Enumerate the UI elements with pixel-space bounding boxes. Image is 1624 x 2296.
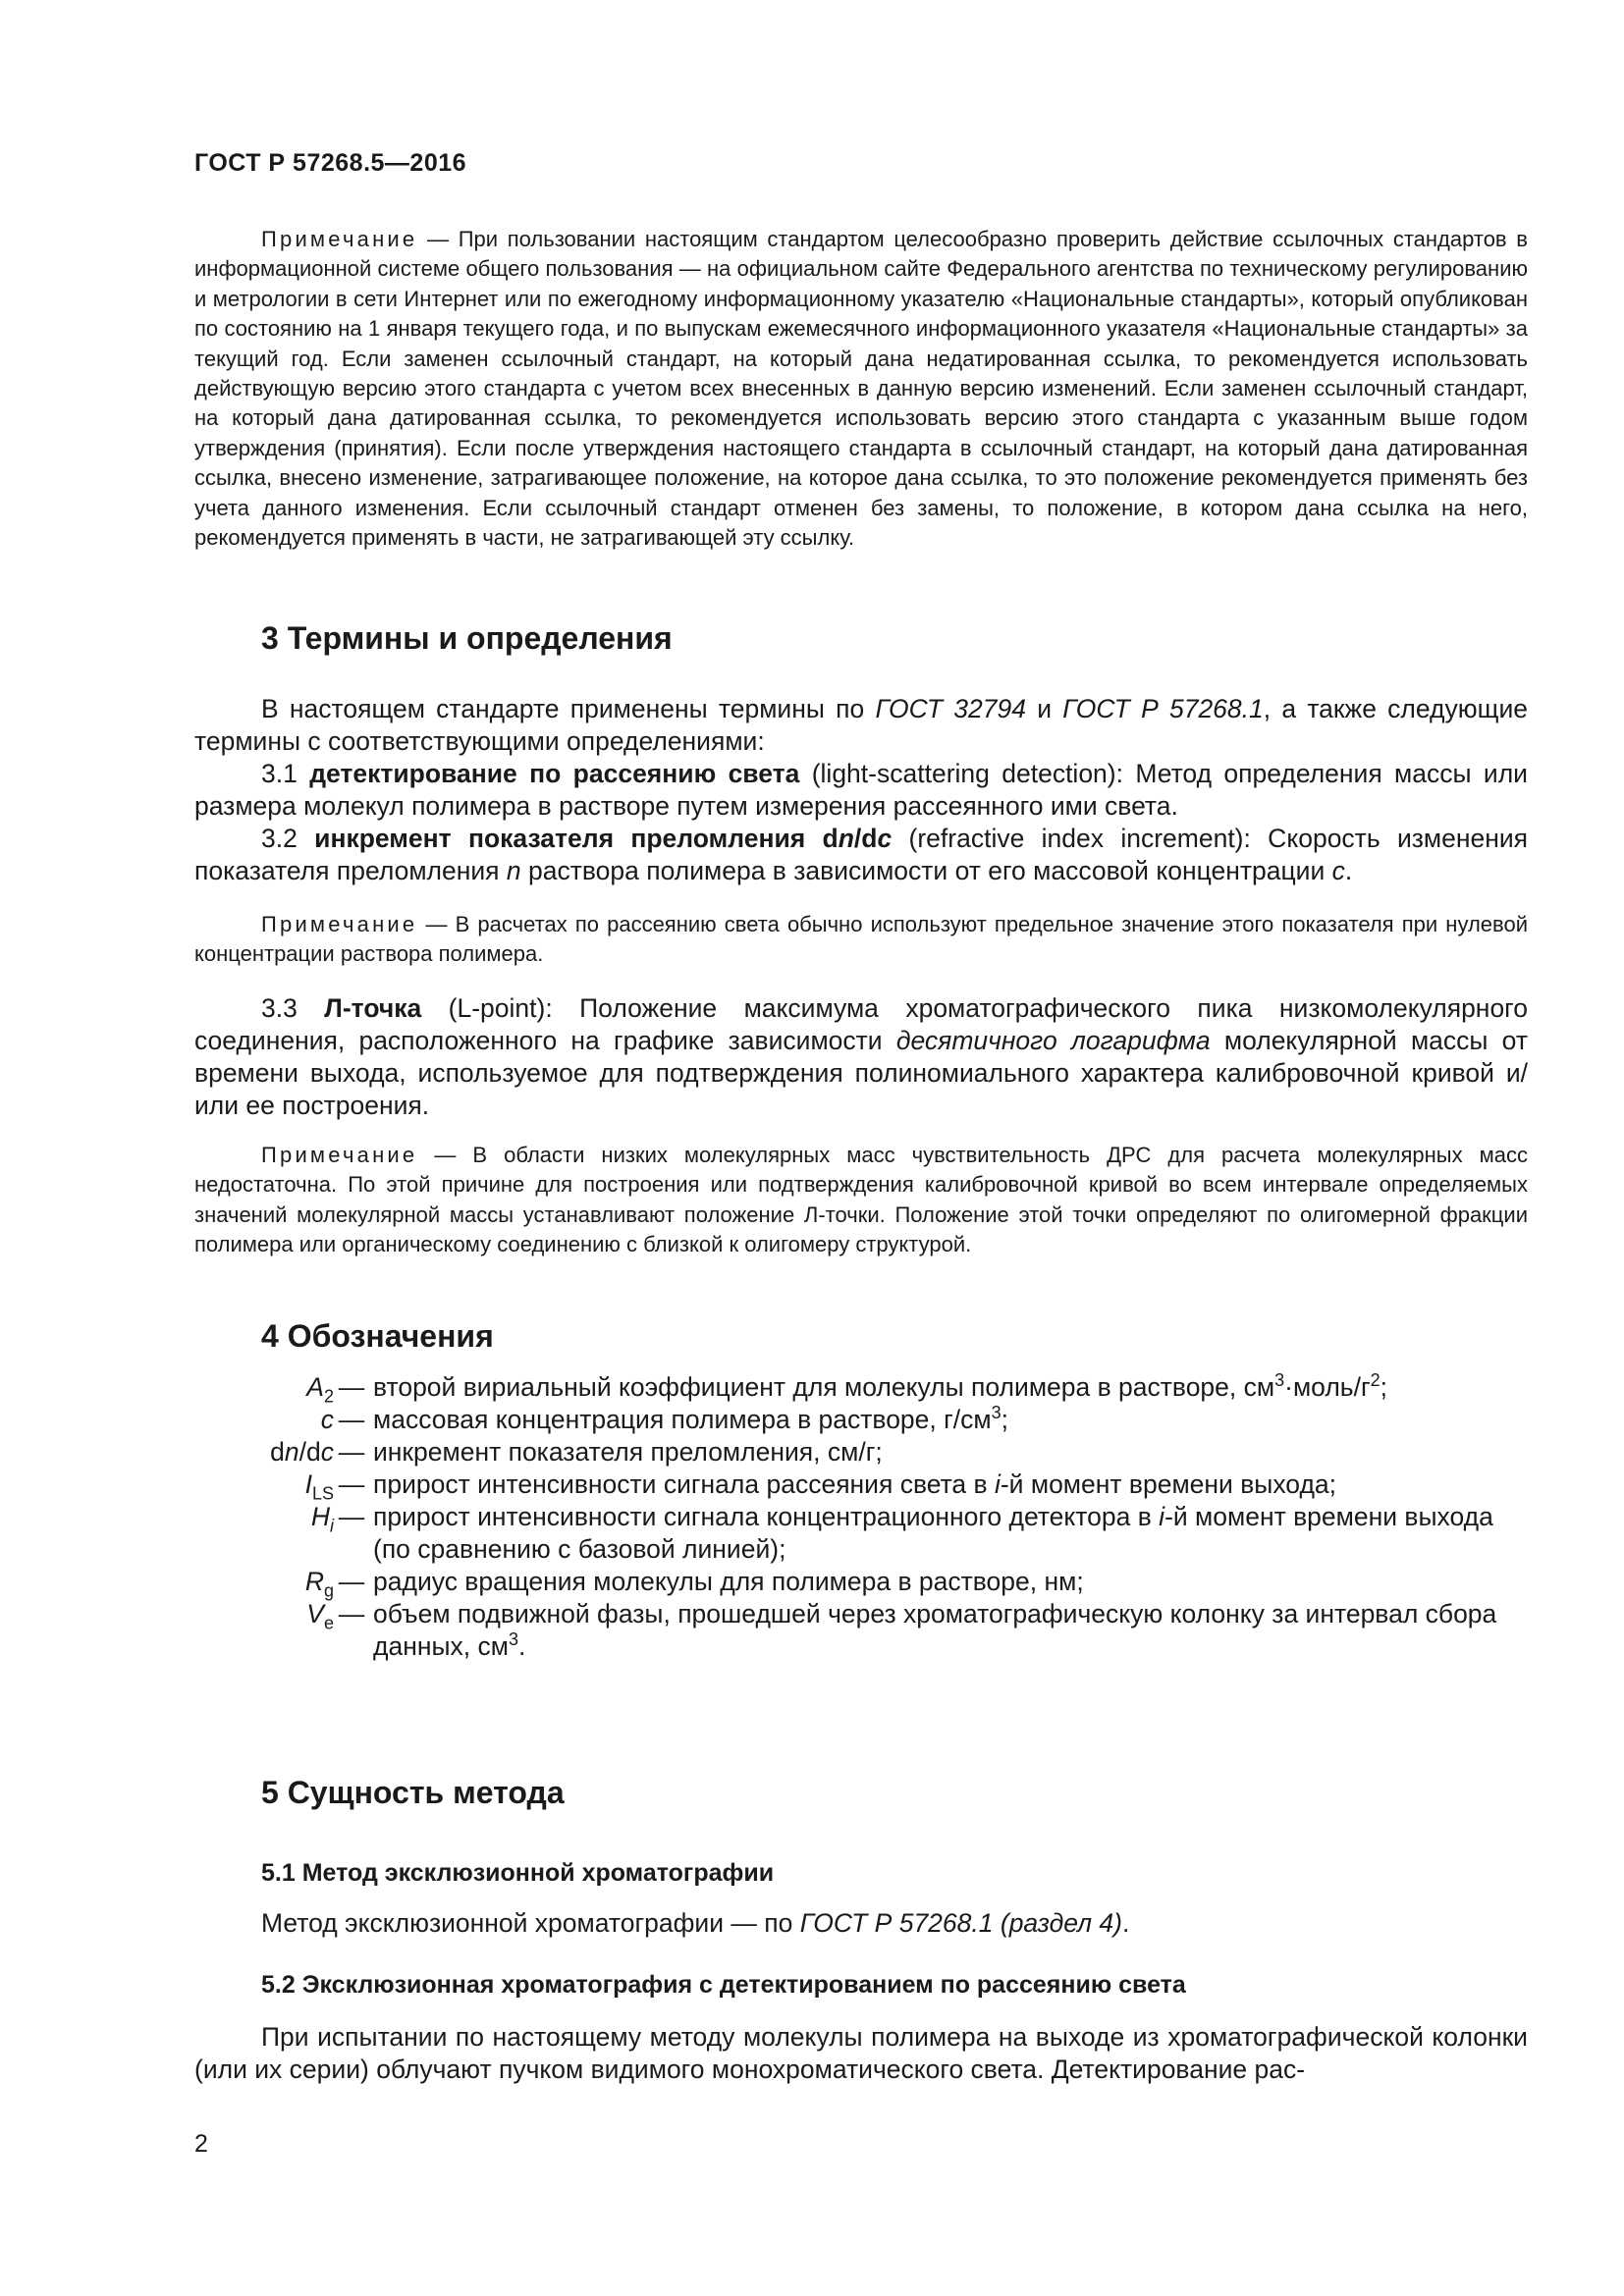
note-references [194, 225, 1528, 553]
intro-text: В настоящем стандарте применены термины по [261, 694, 876, 723]
symbol-row: c — массовая концентрация полимера в растворе, $г/см^3$; [194, 1404, 1528, 1436]
note-l-point [194, 1141, 1528, 1260]
note-label: Примечание [261, 227, 418, 251]
ref-gost-57268-1: ГОСТ Р 57268.1 [1062, 694, 1264, 723]
term-number: 3.3 [261, 993, 325, 1023]
symbol-row: $I_{LS}$ — прирост интенсивности сигнала рассеяния света в i-й момент времени выхода; [194, 1468, 1528, 1501]
symbol-row: $H_i$ — прирост интенсивности сигнала концентрационного детектора в i-й момент времени выхода (по сравнению с базовой линией); [194, 1501, 1528, 1566]
term-name: инкремент показателя преломления dn/dc [314, 824, 893, 853]
term-name: Л-точка [324, 993, 422, 1023]
section-3-title: 3 Термины и определения [261, 620, 673, 656]
symbol-description: прирост интенсивности сигнала концентрационного детектора в i-й момент времени выхода (по сравнению с базовой линией); [373, 1502, 1493, 1564]
symbol: $H_i$ [310, 1502, 334, 1536]
ref-gost-32794: ГОСТ 32794 [875, 694, 1026, 723]
symbol-description: радиус вращения молекулы для полимера в растворе, нм; [373, 1567, 1084, 1596]
term-definition: раствора полимера в зависимости от его массовой концентрации [520, 856, 1332, 885]
intro-text: и [1025, 694, 1063, 723]
term-definition: (L-point): Положение максимума хроматографического пика низкомолекулярного соединения, расположенного на графике зависимости [194, 993, 1529, 1055]
ref-gost-57268-1-section-4: ГОСТ Р 57268.1 (раздел 4) [799, 1908, 1122, 1938]
term-number: 3.2 [261, 824, 315, 853]
subsection-5-1-text: Метод эксклюзионной хроматографии — по ГОСТ Р 57268.1 (раздел 4). [261, 1908, 1130, 1938]
note-text: — При пользовании настоящим стандартом целесообразно проверить действие ссылочных стандартов в информационной системе общего пользования — на официальном сайте Федерального агентства по техническому регулированию и метрологии в сети Интернет или по ежегодному информационному указателю «Национальные стандарты», который опубликован по состоянию на 1 января текущего года, и по выпускам ежемесячного информационного указателя «Национальные стандарты» за текущий год. Если заменен ссылочный стандарт, на который дана недатированная ссылка, то рекомендуется использовать действующую версию этого стандарта с учетом всех внесенных в данную версию изменений. Если заменен ссылочный стандарт, на который дана датированная ссылка, то рекомендуется использовать версию этого стандарта с указанным выше годом утверждения (принятия). Если после утверждения настоящего стандарта в ссылочный стандарт, на который дана датированная ссылка, внесено изменение, затрагивающее положение, на которое дана ссылка, то это положение рекомендуется применять без учета данного изменения. Если ссылочный стандарт отменен без замены, то положение, в котором дана ссылка на него, рекомендуется применять в части, не затрагивающей эту ссылку. [194, 227, 1528, 551]
variable: c [1331, 856, 1345, 885]
symbol: $R_g$ [304, 1567, 334, 1601]
note-text: — В расчетах по рассеянию света обычно используют предельное значение этого показателя при нулевой концентрации раствора полимера. [194, 912, 1528, 967]
symbol-description: второй вириальный коэффициент для молекулы полимера в растворе, $см^3\cdot моль/г^2$; [373, 1370, 1388, 1402]
symbol: $I_{LS}$ [304, 1469, 334, 1504]
symbol: $A_2$ [306, 1372, 334, 1407]
symbol: dn/dc [270, 1437, 334, 1467]
symbol: c [320, 1405, 334, 1434]
italic-phrase: десятичного логарифма [895, 1026, 1211, 1055]
term-name: детектирование по рассеянию света [309, 759, 800, 788]
symbol-description: инкремент показателя преломления, см/г; [373, 1437, 883, 1467]
section-5-title: 5 Сущность метода [261, 1775, 565, 1810]
symbols-list [194, 1371, 1528, 1663]
page-number: 2 [194, 2130, 208, 2158]
intro-text: , а также следующие термины с соответствующими определениями: [194, 694, 1528, 756]
symbol-description: объем подвижной фазы, прошедшей через хроматографическую колонку за интервал сбора данных, $см^3$. [373, 1599, 1497, 1661]
symbol-row: dn/dc — инкремент показателя преломления, см/г; [194, 1436, 1528, 1468]
symbol-row: $R_g$ — радиус вращения молекулы для полимера в растворе, нм; [194, 1566, 1528, 1598]
section-3-intro: В настоящем стандарте применены термины по ГОСТ 32794 и ГОСТ Р 57268.1, а также следующие термины с соответствующими определениями: 3.1 детектирование по рассеянию света (light-scattering detection): Метод определения массы или размера молекул полимера в растворе путем измерения рассеянного ими света. 3.2 инкремент показателя преломления dn/dc (refractive index increment): Скорость изменения показателя преломления n раствора полимера в зависимости от его массовой концентрации c. [194, 694, 1529, 885]
symbol-row: $A_2$ — второй вириальный коэффициент для молекулы полимера в растворе, $см^3\cdot моль/г^2$; [194, 1371, 1528, 1404]
term-definition: (light-scattering detection): Метод определения массы или размера молекул полимера в растворе путем измерения рассеянного ими света. [194, 759, 1528, 821]
document-code-header: ГОСТ Р 57268.5—2016 [194, 149, 467, 177]
note-text: — В области низких молекулярных масс чувствительность ДРС для расчета молекулярных масс недостаточна. По этой причине для построения или подтверждения калибровочной кривой во всем интервале определяемых значений молекулярной массы устанавливают положение Л-точки. Положение этой точки определяют по олигомерной фракции полимера или органическому соединению с близкой к олигомеру структурой. [194, 1143, 1528, 1257]
symbol-description: массовая концентрация полимера в растворе, $г/см^3$; [373, 1403, 1009, 1434]
subsection-5-2-title: 5.2 Эксклюзионная хроматография с детектированием по рассеянию света [261, 1971, 1186, 1999]
term-definition: (refractive index increment): Скорость изменения показателя преломления [194, 824, 1529, 885]
term-definition: молекулярной массы от времени выхода, используемое для подтверждения полиномиального характера калибровочной кривой и/или ее построения. [194, 1026, 1528, 1120]
section-4-title: 4 Обозначения [261, 1318, 494, 1354]
symbol-description: прирост интенсивности сигнала рассеяния света в i-й момент времени выхода; [373, 1469, 1337, 1499]
note-label: Примечание [261, 912, 418, 936]
symbol-row: $V_e$ — объем подвижной фазы, прошедшей через хроматографическую колонку за интервал сбора данных, $см^3$. [194, 1598, 1528, 1663]
subsection-5-2-text: При испытании по настоящему методу молекулы полимера на выходе из хроматографической колонки (или их серии) облучают пучком видимого монохроматического света. Детектирование рас- [194, 2022, 1528, 2084]
note-refractive-index [194, 910, 1528, 970]
symbol: $V_e$ [306, 1599, 334, 1633]
note-label: Примечание [261, 1143, 418, 1167]
subsection-5-1-title: 5.1 Метод эксклюзионной хроматографии [261, 1859, 775, 1887]
term-number: 3.1 [261, 759, 310, 788]
variable: n [506, 856, 521, 885]
term-3-3 [194, 992, 1528, 1122]
